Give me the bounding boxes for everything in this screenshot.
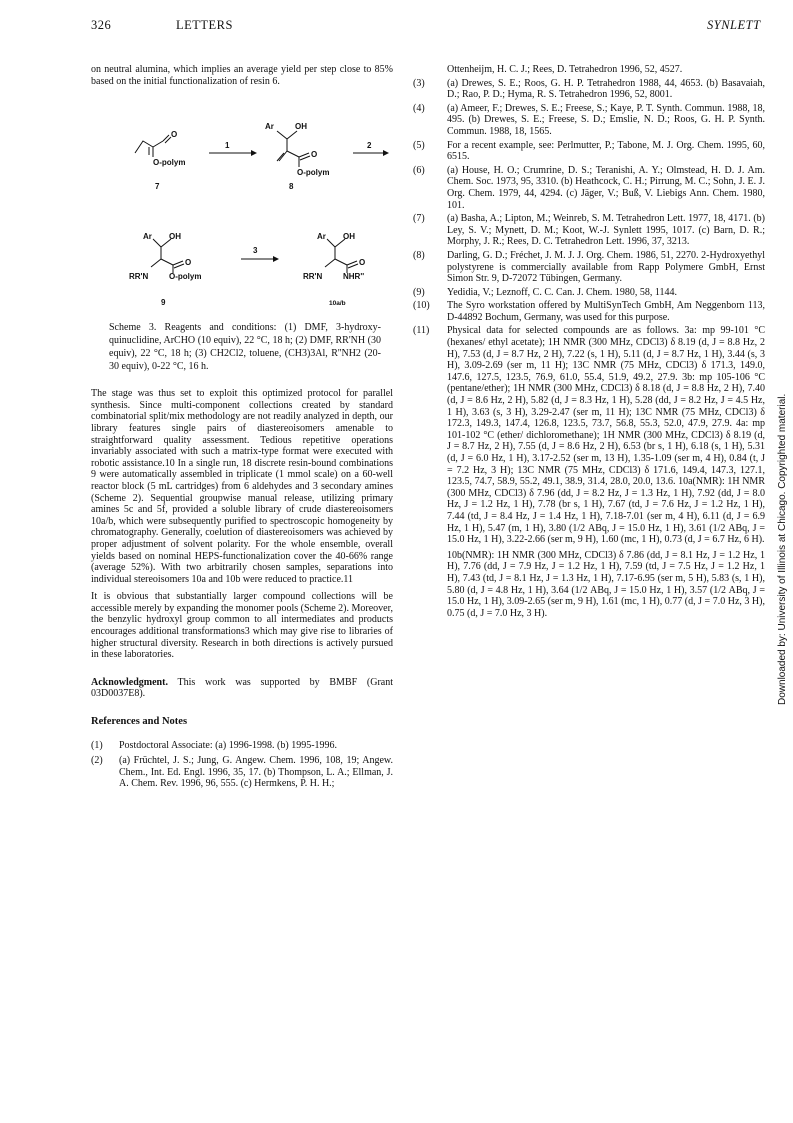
ref-text: For a recent example, see: Perlmutter, P.; Tabone, M. J. Org. Chem. 1995, 60, 6515. bbox=[447, 139, 765, 163]
label-10: 10a/b bbox=[329, 300, 346, 308]
ref-number: (3) bbox=[413, 77, 425, 89]
reference-item bbox=[413, 550, 765, 620]
reference-item bbox=[413, 287, 765, 299]
reaction-scheme bbox=[91, 93, 393, 315]
acknowledgment bbox=[91, 677, 393, 700]
c9-oh: OH bbox=[169, 232, 181, 242]
c9-o: O bbox=[185, 258, 192, 268]
c7-o: O bbox=[171, 130, 178, 140]
scheme-caption: Scheme 3. Reagents and conditions: (1) DMF, 3-hydroxy-quinuclidine, ArCHO (10 equiv), 22 °C, 18 h; (2) DMF, RR'NH (30 equiv), 22 °C, 18 h; (3) CH2Cl2, toluene, (CH3)3Al, R''NH2 (20-30 equiv), 0-22 °C, 16 h. bbox=[109, 322, 381, 373]
c9-rrn: RR'N bbox=[129, 272, 149, 282]
label-8: 8 bbox=[289, 182, 294, 192]
ref-number: (11) bbox=[413, 325, 430, 337]
section-header: LETTERS bbox=[176, 18, 233, 32]
label-9: 9 bbox=[161, 298, 166, 308]
ack-title: Acknowledgment. bbox=[91, 676, 168, 688]
c9-ar: Ar bbox=[143, 232, 152, 242]
body-paragraph-1: The stage was thus set to exploit this optimized protocol for parallel synthesis. Since multi-component collections created by standard combinatorial split/mix methodology are not readily analyzed in depth, our library features single pairs of diastereoisomers amenable to straightforward quality assessment. Tedious repetitive operations invariably associated with such a matrix-type format were executed with robotic assistance.10 In a single run, 18 discrete resin-bound combinations 9 were automatically assembled in triplicate (1 mmol scale) on a 60-well reactor block (5 mL cartridges) from 6 aldehydes and 3 secondary amines (Scheme 2). Sequential groupwise manual release, utilizing primary amines 5c and 5f, provided a soluble library of crude diastereoisomers 10a/b, which were subsequently purified to spectroscopic homogeneity by chromatography. Generally, coelution of diastereoisomers was achieved by proper adjustment of solvent polarity. For the whole ensemble, overall yields based on nominal HEPS-functionalization cover the 40-66% range (average 52%). With two arbitrarily chosen samples, separations into individual stereoisomers 10a and 10b were reduced to practice.11 bbox=[91, 388, 393, 585]
download-watermark: Downloaded by: University of Illinois at Chicago. Copyrighted material. bbox=[777, 393, 788, 705]
ref-text: (a) Drewes, S. E.; Roos, G. H. P. Tetrahedron 1988, 44, 4653. (b) Basavaiah, D.; Rao, P. D.; Hyma, R. S. Tetrahedron 1996, 52, 8001. bbox=[447, 77, 765, 101]
reference-item bbox=[413, 213, 765, 248]
ref-number: (2) bbox=[91, 755, 103, 767]
c10-rrn: RR'N bbox=[303, 272, 323, 282]
label-7: 7 bbox=[155, 182, 160, 192]
ref-text: The Syro workstation offered by MultiSynTech GmbH, Am Neggenborn 113, D-44892 Bochum, Germany, was used for this purpose. bbox=[447, 300, 765, 323]
c8-ar: Ar bbox=[265, 122, 274, 132]
reference-item bbox=[413, 64, 765, 76]
reference-item bbox=[413, 103, 765, 138]
reference-item bbox=[91, 740, 393, 752]
c10-o: O bbox=[359, 258, 366, 268]
reference-item bbox=[413, 140, 765, 163]
reference-item bbox=[413, 250, 765, 285]
ref-text: (a) House, H. O.; Crumrine, D. S.; Teranishi, A. Y.; Olmstead, H. D. J. Am. Chem. Soc. 1973, 95, 3310. (b) Heathcock, C. H.; Pirrung, M. C.; Sohn, J. E. J. Org. Chem. 1979, 44, 4294. (c) Jäger, V.; Buß, V. Liebigs Ann. Chem. 1980, 101. bbox=[447, 164, 765, 211]
ref-number: (10) bbox=[413, 300, 430, 312]
journal-name: SYNLETT bbox=[707, 18, 761, 32]
reference-item bbox=[91, 755, 393, 790]
ref-text: Ottenheijm, H. C. J.; Rees, D. Tetrahedron 1996, 52, 4527. bbox=[447, 64, 683, 75]
c8-opolym: O-polym bbox=[297, 168, 330, 178]
references-title: References and Notes bbox=[91, 716, 188, 728]
compound-7 bbox=[135, 135, 171, 157]
ref-text: Yedidia, V.; Leznoff, C. C. Can. J. Chem. 1980, 58, 1144. bbox=[447, 286, 678, 298]
ref-text: (a) Basha, A.; Lipton, M.; Weinreb, S. M. Tetrahedron Lett. 1977, 18, 4171. (b) Ley, S. V.; Mynett, D. M.; Koot, W.-J. Synlett 1995, 1017. (c) Barn, D. R.; Morphy, J. R.; Rees, D. C. Tetrahedron Lett. 1996, 37, 3213. bbox=[447, 213, 765, 248]
ref-number: (8) bbox=[413, 249, 425, 261]
compound-8 bbox=[277, 131, 310, 167]
reference-item bbox=[413, 325, 765, 545]
ref-number: (4) bbox=[413, 102, 425, 114]
page-number: 326 bbox=[91, 18, 112, 32]
reference-item bbox=[413, 300, 765, 323]
ref-text: (a) Ameer, F.; Drewes, S. E.; Freese, S.; Kaye, P. T. Synth. Commun. 1988, 18, 495. (b) Drewes, S. E.; Freese, S. D.; Emslie, N. D.; Roos, G. H. P. Synth. Commun. 1988, 18, 1565. bbox=[447, 102, 765, 137]
c10-nhr: NHR'' bbox=[343, 272, 365, 282]
ref-number: (7) bbox=[413, 213, 425, 225]
body-paragraph-2: It is obvious that substantially larger compound collections will be accessible merely by expanding the monomer pools (Scheme 2). Moreover, the benzylic hydroxyl group common to all intermediates and products encourages additional transformations3 which may give rise to libraries of higher structural diversity. Research in both directions is actively pursued in these laboratories. bbox=[91, 591, 394, 661]
c8-o: O bbox=[311, 150, 318, 160]
step-1: 1 bbox=[225, 141, 230, 151]
reference-item bbox=[413, 165, 765, 211]
c9-opolym: O-polym bbox=[169, 272, 202, 282]
c10-oh: OH bbox=[343, 232, 355, 242]
c7-opolym: O-polym bbox=[153, 158, 186, 168]
step-2: 2 bbox=[367, 141, 372, 151]
step-3: 3 bbox=[253, 246, 258, 256]
compound-9 bbox=[151, 239, 184, 273]
ref-text: Physical data for selected compounds are as follows. 3a: mp 99-101 °C (hexanes/ ethyl acetate); 1H NMR (300 MHz, CDCl3) δ 8.19 (d, J = 8.8 Hz, 2 H), 7.53 (d, J = 8.7 Hz, 2 H), 7.22 (s, 1 H), 5.11 (d, J = 8.7 Hz, 1 H), 3.44 (s, 3 H), 3.09-2.69 (ser m, 11 H); 13C NMR (75 MHz, CDCl3) δ 171.3, 149.0, 147.6, 127.5, 123.5, 76.9, 61.0, 55.4, 51.9, 49.2, 27.9. 3b: mp 105-106 °C (pentane/ether); 1H NMR (300 MHz, CDCl3) δ 8.18 (d, J = 8.8 Hz, 2 H), 7.40 (d, J = 8.6 Hz, 2 H), 5.82 (d, J = 8.3 Hz, 1 H), 5.28 (dd, J = 8.2 Hz, J = 4.5 Hz, 1 H), 3.63 (s, 3 H), 3.29-2.47 (ser m, 11 H); 13C NMR (75 MHz, CDCl3) δ 172.3, 149.3, 147.4, 126.8, 123.5, 73.7, 56.8, 55.3, 52.0, 47.9, 27.9. 4a: mp 101-102 °C (ether/ dichloromethane); 1H NMR (300 MHz, CDCl3) δ 8.19 (d, J = 8.7 Hz, 2 H), 7.55 (d, J = 8.6 Hz, 2 H), 6.53 (br s, 1 H), 6.18 (s, 1 H), 5.31 (d, J = 6.0 Hz, 1 H), 3.17-2.52 (ser m, 13 H), 1.35-1.09 (ser m, 4 H), 0.84 (t, J = 7.2 Hz, 3 H); 13C NMR (75 MHz, CDCl3) δ 171.6, 149.4, 147.3, 127.1, 123.5, 74.7, 58.9, 55.2, 49.1, 38.9, 31.4, 28.0, 20.0, 13.6. 10a(NMR): 1H NMR (300 MHz, CDCl3) δ 7.96 (dd, J = 8.2 Hz, J = 1.3 Hz, 1 H), 7.92 (dd, J = 8.0 Hz, J = 1.2 Hz, 1 H), 7.78 (br s, 1 H), 7.67 (td, J = 7.6 Hz, J = 1.2 Hz, 1 H), 7.44 (td, J = 8.4 Hz, J = 1.4 Hz, 1 H), 7.18-7.01 (ser m, 4 H), 6.11 (d, J = 6.9 Hz, 1 H), 5.47 (m, 1 H), 3.80 (1/2 ABq, J = 15.0 Hz, 1 H), 3.61 (1/2 ABq, J = 15.0 Hz, 1 H), 3.22-2.66 (ser m, 9 H), 1.60 (mc, 1 H), 0.73 (d, J = 6.7 Hz, 6 H). bbox=[447, 325, 765, 546]
intro-paragraph: on neutral alumina, which implies an average yield per step close to 85% based on the initial functionalization of resin 6. bbox=[91, 64, 393, 87]
c8-oh: OH bbox=[295, 122, 307, 132]
reference-item bbox=[413, 78, 765, 101]
ref-number: (1) bbox=[91, 739, 103, 751]
left-column bbox=[91, 64, 393, 790]
ref-text: Postdoctoral Associate: (a) 1996-1998. (b) 1995-1996. bbox=[119, 739, 338, 751]
compound-10 bbox=[325, 239, 358, 273]
ref-text: Darling, G. D.; Fréchet, J. M. J. J. Org. Chem. 1986, 51, 2270. 2-Hydroxyethyl polystyrene is commercially available from Rapp Polymere GmbH, Ernst Simon Str. 9, D-72072 Tübingen, Germany. bbox=[447, 249, 765, 285]
ref-number: (6) bbox=[413, 164, 425, 176]
c10-ar: Ar bbox=[317, 232, 326, 242]
ref-number: (9) bbox=[413, 286, 425, 298]
ref-text: 10b(NMR): 1H NMR (300 MHz, CDCl3) δ 7.86 (dd, J = 8.1 Hz, J = 1.2 Hz, 1 H), 7.76 (dd, J = 7.9 Hz, J = 1.2 Hz, 1 H), 7.59 (td, J = 7.5 Hz, J = 1.2 Hz, 1 H), 7.43 (td, J = 8.1 Hz, J = 1.3 Hz, 1 H), 7.17-6.95 (ser m, 5 H), 5.83 (s, 1 H), 5.80 (d, J = 4.8 Hz, 1 H), 3.64 (1/2 ABq, J = 15.0 Hz, 1 H), 3.57 (1/2 ABq, J = 15.0 Hz, 1 H), 3.09-2.65 (ser m, 9 H), 1.61 (mc, 1 H), 0.77 (d, J = 7.0 Hz, 3 H), 0.75 (d, J = 7.0 Hz, 3 H). bbox=[447, 549, 765, 619]
ack-text: This work was supported by BMBF (Grant 03D0037E8). bbox=[91, 676, 393, 700]
ref-number: (5) bbox=[413, 139, 425, 151]
right-column bbox=[413, 64, 765, 621]
ref-text: (a) Früchtel, J. S.; Jung, G. Angew. Chem. 1996, 108, 19; Angew. Chem., Int. Ed. Engl. 1996, 35, 17. (b) Thompson, L. A.; Ellman, J. A. Chem. Rev. 1996, 96, 555. (c) Hermkens, P. H. H.; bbox=[119, 755, 393, 790]
